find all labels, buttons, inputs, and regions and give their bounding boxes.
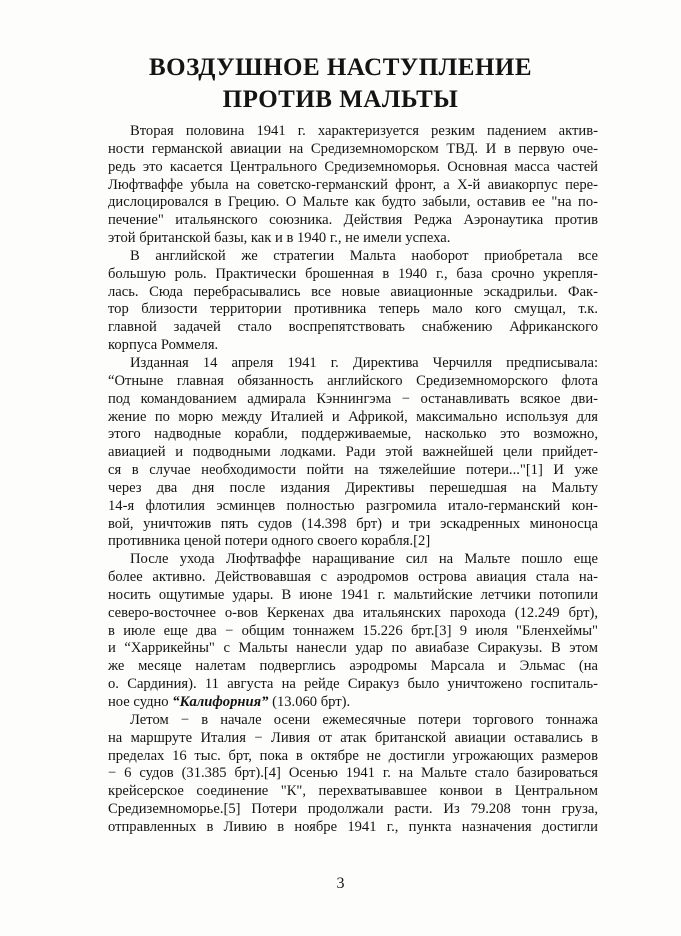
- text-line: через два дня после издания Директивы перешедшая на Мальту: [108, 479, 598, 496]
- text-line: Люфтваффе убыла на советско-германский фронт, а X-й авиакорпус пере-: [108, 176, 598, 193]
- chapter-title-line-1: ВОЗДУШНОЕ НАСТУПЛЕНИЕ: [148, 54, 533, 81]
- chapter-title-line-2: ПРОТИВ МАЛЬТЫ: [222, 86, 459, 113]
- text-line: в июле еще два − общим тоннажем 15.226 брт.[3] 9 июля "Бленхеймы": [108, 622, 598, 639]
- text-line: Летом − в начале осени ежемесячные потери торгового тоннажа: [130, 711, 598, 728]
- text-line: на маршруте Италия − Ливия от атак британской авиации оставались в: [108, 729, 598, 746]
- text-line: корпуса Роммеля.: [108, 337, 219, 354]
- text-line: Изданная 14 апреля 1941 г. Директива Черчилля предписывала:: [130, 354, 598, 371]
- text-line: лась. Сюда перебрасывались все новые авиационные эскадрильи. Фак-: [108, 283, 598, 300]
- text-line: отправленных в Ливию в ноябре 1941 г., пункта назначения достигли: [108, 818, 598, 835]
- text-line: большую роль. Практически брошенная в 1940 г., база срочно укрепля-: [108, 265, 598, 282]
- text-line: крейсерское соединение "К", перехватывавшее конвои в Центральном: [108, 783, 598, 800]
- text-line: “Отныне главная обязанность английского Средиземноморского флота: [108, 372, 598, 389]
- paragraph-2: [108, 248, 598, 355]
- ship-name: “Калифорния”: [172, 694, 269, 710]
- chapter-body: [108, 123, 598, 837]
- text-line: носить ощутимые удары. В июне 1941 г. мальтийские летчики потопили: [108, 586, 598, 603]
- text-line: пределах 16 тыс. брт, пока в октябре не достигли угрожающих размеров: [108, 747, 598, 764]
- text-line: этой британской базы, как и в 1940 г., не имели успеха.: [108, 230, 451, 247]
- text-line: противника ценой потери одного своего корабля.[2]: [108, 533, 431, 550]
- text-line: жение по морю между Италией и Африкой, максимально используя для: [108, 408, 598, 425]
- text-line: дислоцировался в Грецию. О Мальте как будто забыли, оставив ее "на по-: [108, 194, 598, 211]
- paragraph-3: [108, 355, 598, 551]
- text-line: более активно. Действовавшая с аэродромов острова авиация стала на-: [108, 569, 598, 586]
- text-line: печение" итальянского союзника. Действия Реджа Аэронаутика против: [108, 212, 598, 229]
- paragraph-5: [108, 712, 598, 837]
- text-line: о. Сардиния). 11 августа на рейде Сиракуз было уничтожено госпиталь-: [108, 676, 598, 693]
- text-line: этого надводные корабли, поддерживаемые, насколько это возможно,: [108, 426, 598, 443]
- paragraph-1: [108, 123, 598, 248]
- text-line: В английской же стратегии Мальта наоборот приобретала все: [130, 247, 598, 264]
- text-line: Средиземноморье.[5] Потери продолжали расти. Из 79.208 тонн груза,: [108, 801, 598, 818]
- text-line: под командованием адмирала Кэннингэма − останавливать всякое дви-: [108, 390, 598, 407]
- text-line: После ухода Люфтваффе наращивание сил на Мальте пошло еще: [130, 551, 598, 568]
- text-line: редь это касается Центрального Средиземноморья. Основная масса частей: [108, 158, 598, 175]
- text-segment: (13.060 брт).: [268, 694, 351, 710]
- text-line: Вторая половина 1941 г. характеризуется резким падением актив-: [130, 123, 598, 139]
- text-line: 14-я флотилия эсминцев полностью разгромила итало-германский кон-: [108, 497, 598, 514]
- text-line: северо-восточнее о-вов Керкенах два итальянских парохода (12.249 брт),: [108, 604, 598, 621]
- text-line: ности германской авиации на Средиземноморском ТВД. И в первую оче-: [108, 140, 598, 157]
- text-line: главной задачей стало воспрепятствовать снабжению Африканского: [108, 319, 598, 336]
- text-line: и “Харрикейны" с Мальты нанесли удар по авиабазе Сиракузы. В этом: [108, 640, 598, 657]
- paragraph-4: [108, 551, 598, 712]
- text-line: ся в случае необходимости пойти на тяжелейшие потери..."[1] И уже: [108, 462, 598, 479]
- text-line: [108, 694, 598, 712]
- text-line: же месяце налетам подверглись аэродромы Марсала и Эльмас (на: [108, 658, 598, 675]
- text-line: авиацией и подводными лодками. Ради этой важнейшей цели прийдет-: [108, 444, 598, 461]
- text-line: − 6 судов (31.385 брт).[4] Осенью 1941 г. на Мальте стало базироваться: [108, 765, 598, 782]
- text-line: вой, уничтожив пять судов (14.398 брт) и три эскадренных миноносца: [108, 515, 598, 532]
- text-segment: ное судно: [108, 694, 173, 710]
- page-number: 3: [336, 875, 345, 892]
- text-line: тор близости территории противника теперь мало кого смущал, т.к.: [108, 301, 598, 318]
